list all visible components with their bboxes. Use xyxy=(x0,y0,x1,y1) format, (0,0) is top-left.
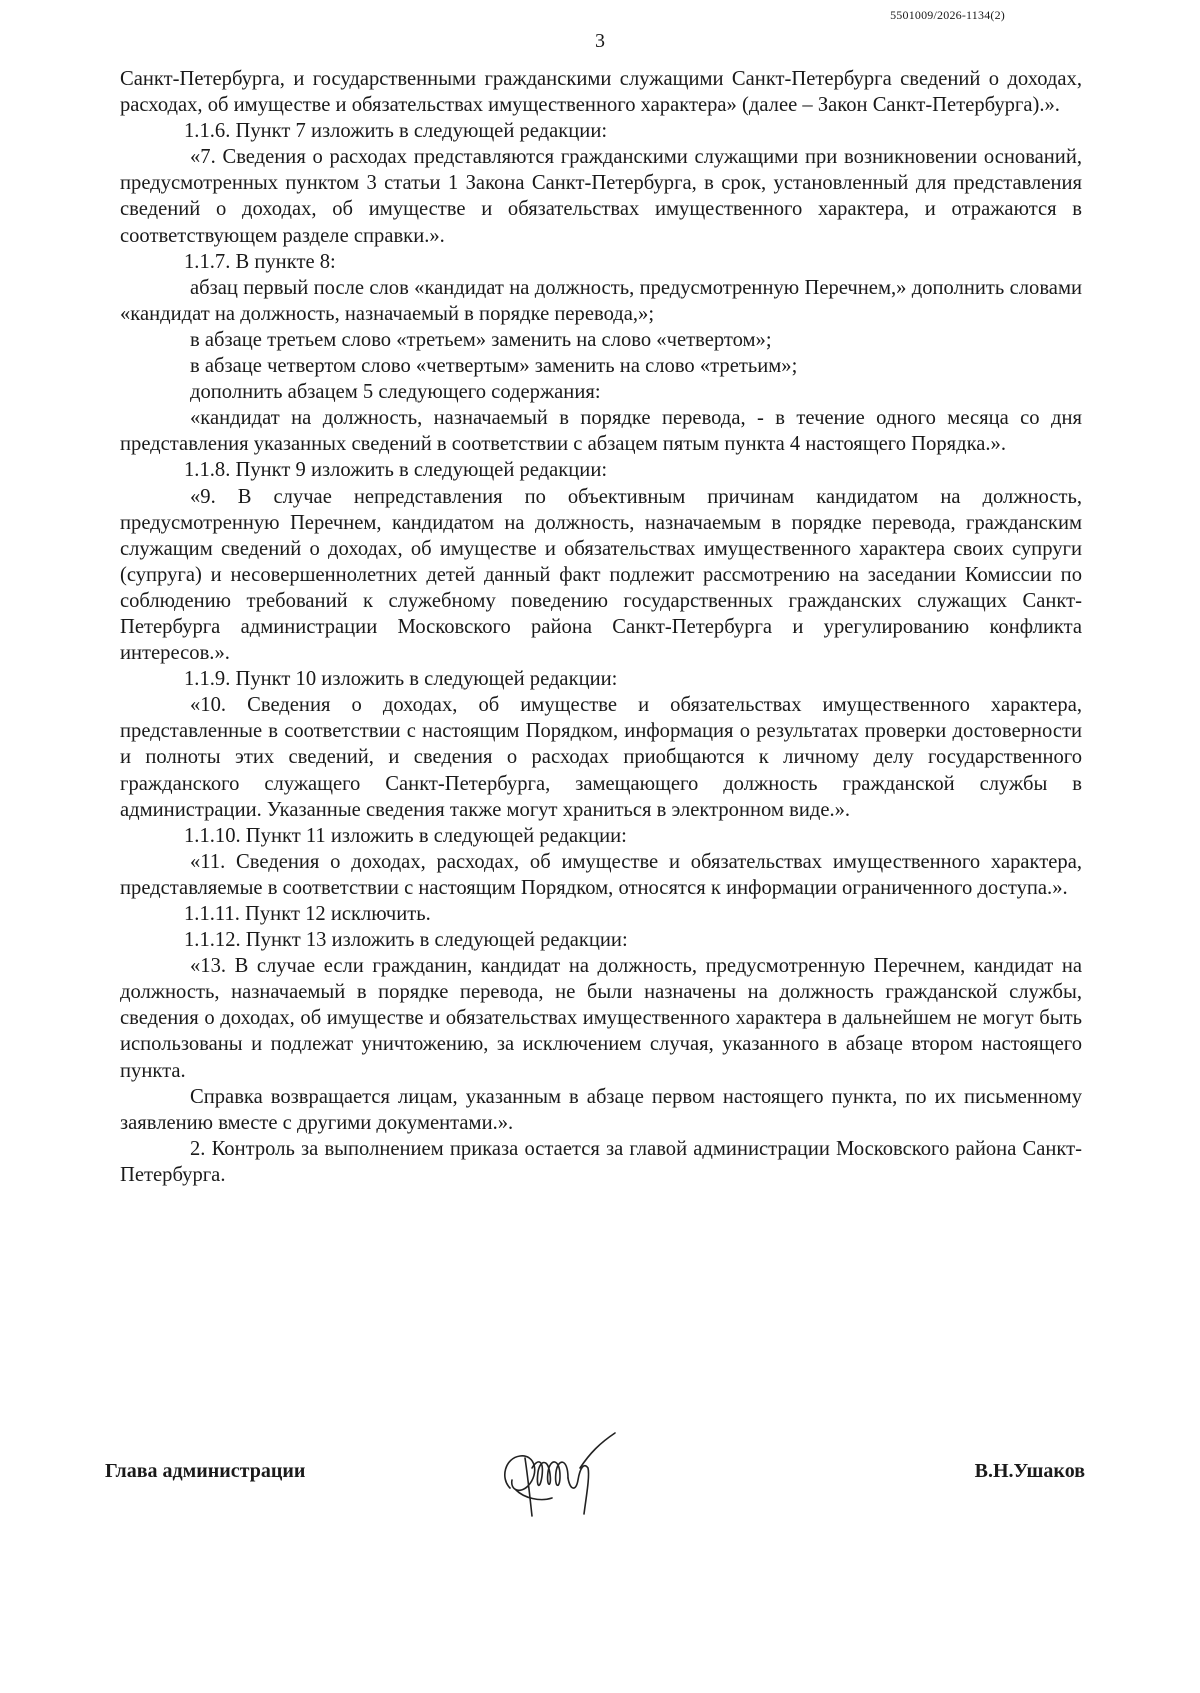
paragraph: 2. Контроль за выполнением приказа остается за главой администрации Московского района Санкт-Петербурга. xyxy=(120,1137,1082,1186)
paragraph: дополнить абзацем 5 следующего содержания: xyxy=(190,381,601,404)
paragraph: 1.1.7. В пункте 8: xyxy=(184,250,336,273)
paragraph: 1.1.12. Пункт 13 изложить в следующей редакции: xyxy=(184,929,628,952)
paragraph: Санкт-Петербурга, и государственными гражданскими служащими Санкт-Петербурга сведений о доходах, расходах, об имуществе и обязательствах имущественного характера» (далее – Закон Санкт-Петербурга).». xyxy=(120,68,1082,117)
signature-block xyxy=(105,1428,1085,1558)
paragraph: «7. Сведения о расходах представляются гражданскими служащими при возникновении оснований, предусмотренных пунктом 3 статьи 1 Закона Санкт-Петербурга, в срок, установленный для представления сведений о доходах, об имуществе и обязательствах имущественного характера, и отражаются в соответствующем разделе справки.». xyxy=(120,146,1082,247)
paragraph: «13. В случае если гражданин, кандидат на должность, предусмотренную Перечнем, кандидат на должность, назначаемый в порядке перевода, не были назначены на должность гражданской службы, сведения о доходах, об имуществе и обязательствах имущественного характера в дальнейшем не могут быть использованы и подлежат уничтожению, за исключением случая, указанного в абзаце втором настоящего пункта. xyxy=(120,955,1082,1082)
paragraph: 1.1.11. Пункт 12 исключить. xyxy=(184,903,431,925)
page-number: 3 xyxy=(595,30,605,52)
paragraph: «10. Сведения о доходах, об имуществе и обязательствах имущественного характера, представленные в соответствии с настоящим Порядком, информация о результатах проверки достоверности и полноты этих сведений, и сведения о расходах приобщаются к личному делу государственного гражданского служащего Санкт-Петербурга, замещающего должность гражданской службы в администрации. Указанные сведения также могут храниться в электронном виде.». xyxy=(120,694,1082,821)
paragraph: абзац первый после слов «кандидат на должность, предусмотренную Перечнем,» дополнить словами «кандидат на должность, назначаемый в порядке перевода,»; xyxy=(120,276,1082,325)
document-body xyxy=(120,66,1082,1188)
paragraph: «9. В случае непредставления по объективным причинам кандидатом на должность, предусмотренную Перечнем, кандидатом на должность, назначаемым в порядке перевода, гражданским служащим сведений о доходах, об имуществе и обязательствах имущественного характера своих супруги (супруга) и несовершеннолетних детей данный факт подлежит рассмотрению на заседании Комиссии по соблюдению требований к служебному поведению государственных гражданских служащих Санкт-Петербурга администрации Московского района Санкт-Петербурга и урегулированию конфликта интересов.». xyxy=(120,485,1082,665)
document-id: 5501009/2026-1134(2) xyxy=(890,8,1005,22)
paragraph: 1.1.8. Пункт 9 изложить в следующей редакции: xyxy=(184,459,608,482)
handwritten-signature-icon xyxy=(480,1428,630,1548)
paragraph: «кандидат на должность, назначаемый в порядке перевода, - в течение одного месяца со дня представления указанных сведений в соответствии с абзацем пятым пункта 4 настоящего Порядка.». xyxy=(120,407,1082,456)
signer-name: В.Н.Ушаков xyxy=(974,1460,1085,1482)
paragraph: 1.1.9. Пункт 10 изложить в следующей редакции: xyxy=(184,668,618,691)
paragraph: 1.1.6. Пункт 7 изложить в следующей редакции: xyxy=(184,120,608,143)
signer-title: Глава администрации xyxy=(105,1460,306,1482)
paragraph: «11. Сведения о доходах, расходах, об имуществе и обязательствах имущественного характера, представляемые в соответствии с настоящим Порядком, относятся к информации ограниченного доступа.». xyxy=(120,850,1082,899)
paragraph: Справка возвращается лицам, указанным в абзаце первом настоящего пункта, по их письменному заявлению вместе с другими документами.». xyxy=(120,1085,1082,1134)
paragraph: в абзаце четвертом слово «четвертым» заменить на слово «третьим»; xyxy=(190,355,798,378)
paragraph: 1.1.10. Пункт 11 изложить в следующей редакции: xyxy=(184,824,627,847)
paragraph: в абзаце третьем слово «третьем» заменить на слово «четвертом»; xyxy=(190,328,772,351)
